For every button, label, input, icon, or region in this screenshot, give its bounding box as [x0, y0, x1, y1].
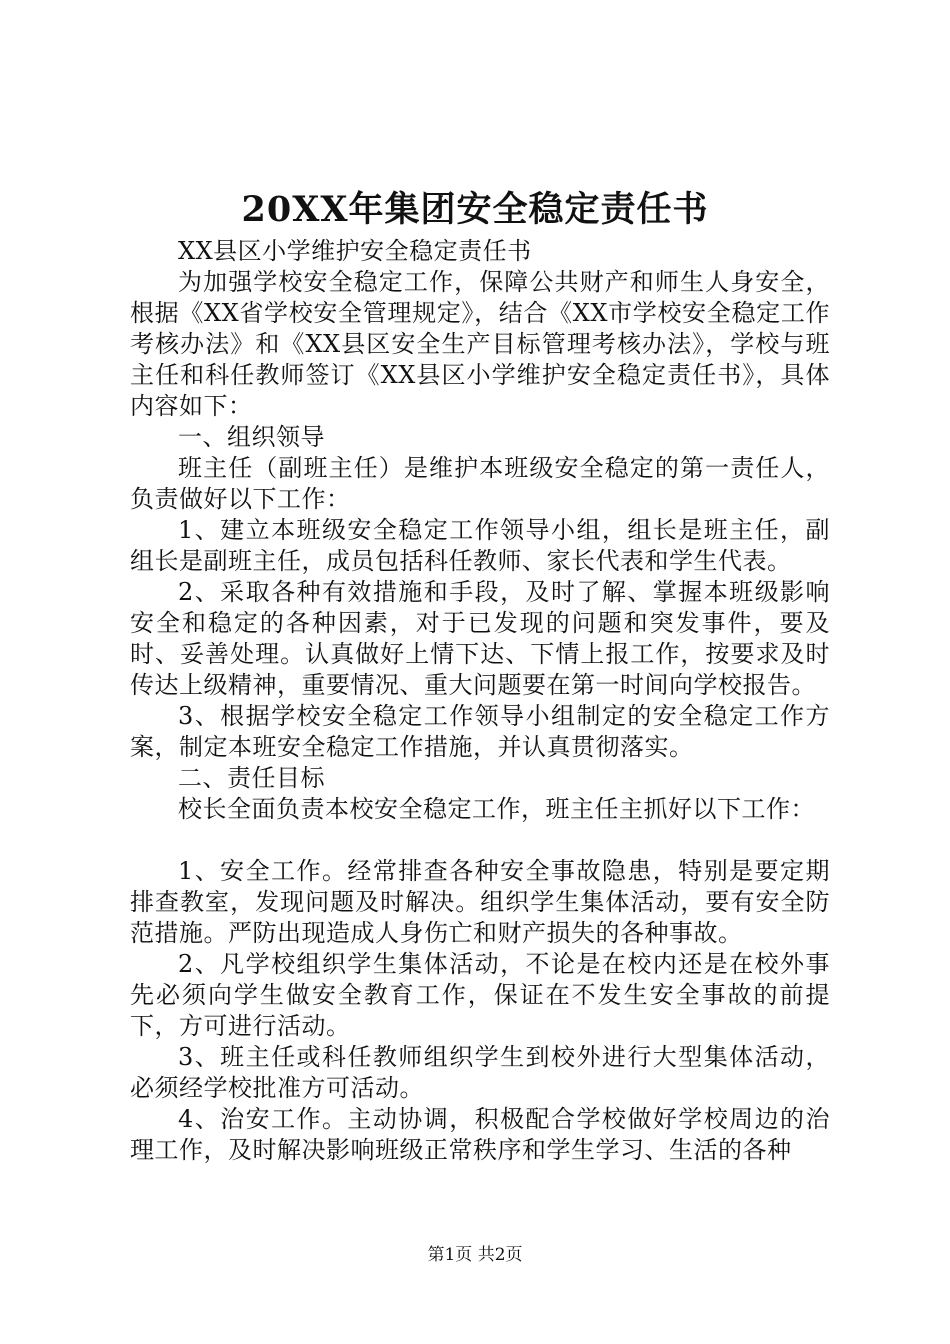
organization-item-2: 2、采取各种有效措施和手段，及时了解、掌握本班级影响安全和稳定的各种因素，对于已发现的问题和突发事件，要及时、妥善处理。认真做好上情下达、下情上报工作，按要求及时传达上级精神，重要情况、重大问题要在第一时间向学校报告。: [130, 578, 830, 699]
targets-paragraph: 校长全面负责本校安全稳定工作，班主任主抓好以下工作：: [178, 795, 815, 823]
organization-paragraph: 班主任（副班主任）是维护本班级安全稳定的第一责任人，负责做好以下工作：: [130, 454, 830, 513]
targets-item-1: 1、安全工作。经常排查各种安全事故隐患，特别是要定期排查教室，发现问题及时解决。组织学生集体活动，要有安全防范措施。严防出现造成人身伤亡和财产损失的各种事故。: [130, 857, 830, 947]
section-heading-organization: 一、组织领导: [178, 423, 325, 451]
blank-line: [130, 825, 830, 856]
document-title: 20XX年集团安全稳定责任书: [241, 189, 709, 230]
targets-item-2: 2、凡学校组织学生集体活动，不论是在校内还是在校外事先必须向学生做安全教育工作，保证在不发生安全事故的前提下，方可进行活动。: [130, 950, 830, 1040]
subtitle-line: XX县区小学维护安全稳定责任书: [178, 237, 532, 265]
intro-paragraph: 为加强学校安全稳定工作，保障公共财产和师生人身安全，根据《XX省学校安全管理规定》，结合《XX市学校安全稳定工作考核办法》和《XX县区安全生产目标管理考核办法》，学校与班主任和科任教师签订《XX县区小学维护安全稳定责任书》，具体内容如下：: [130, 268, 830, 420]
organization-item-3: 3、根据学校安全稳定工作领导小组制定的安全稳定工作方案，制定本班安全稳定工作措施，并认真贯彻落实。: [130, 702, 830, 761]
targets-item-3: 3、班主任或科任教师组织学生到校外进行大型集体活动，必须经学校批准方可活动。: [130, 1043, 830, 1102]
targets-item-4: 4、治安工作。主动协调，积极配合学校做好学校周边的治理工作，及时解决影响班级正常秩序和学生学习、生活的各种: [130, 1105, 830, 1164]
section-heading-targets: 二、责任目标: [178, 764, 325, 792]
page-number-footer: 第1页 共2页: [427, 1245, 523, 1265]
organization-item-1: 1、建立本班级安全稳定工作领导小组，组长是班主任，副组长是副班主任，成员包括科任教师、家长代表和学生代表。: [130, 516, 830, 575]
document-body: [130, 236, 830, 1166]
